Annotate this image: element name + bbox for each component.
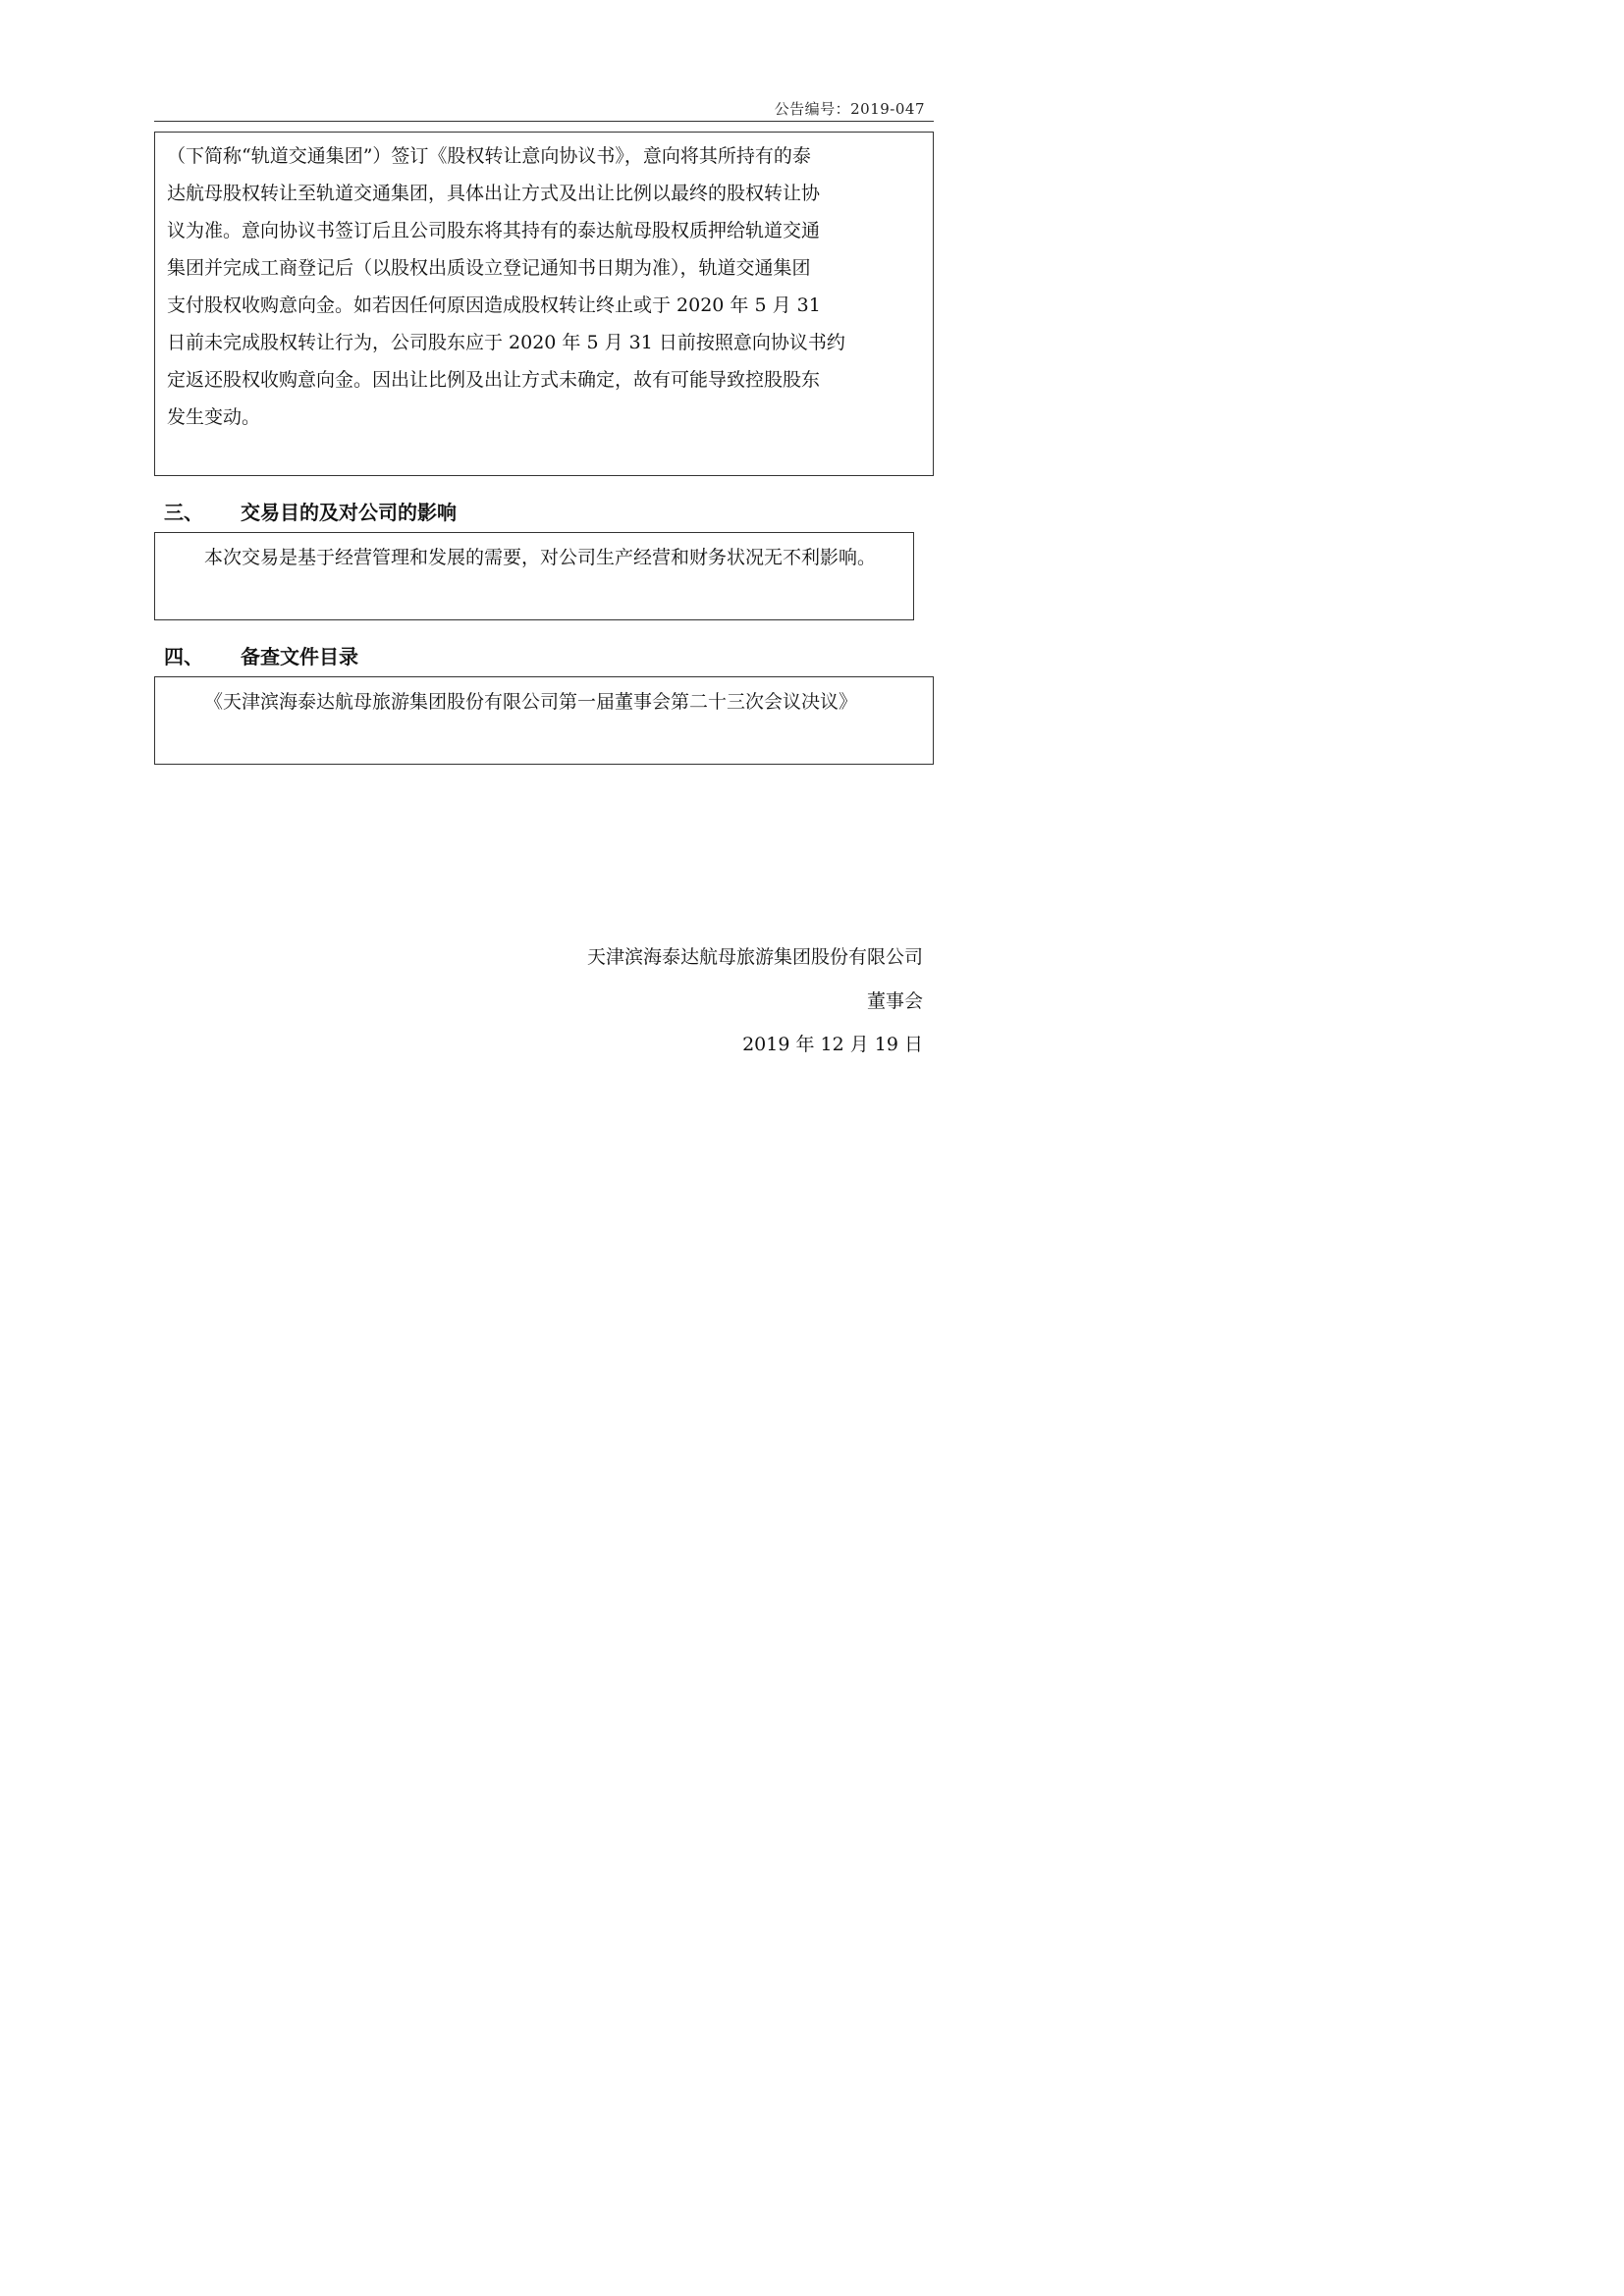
section-title: 交易目的及对公司的影响 bbox=[241, 501, 457, 524]
signature-board: 董事会 bbox=[866, 990, 923, 1012]
section-3-body: 本次交易是基于经营管理和发展的需要，对公司生产经营和财务状况无不利影响。 bbox=[204, 547, 877, 568]
section-3-box bbox=[154, 532, 914, 620]
section-number: 三、 bbox=[164, 501, 203, 524]
signature-company: 天津滨海泰达航母旅游集团股份有限公司 bbox=[586, 946, 923, 968]
header-rule bbox=[154, 121, 934, 122]
paragraph-line: 发生变动。 bbox=[167, 406, 261, 428]
paragraph-line: 日前未完成股权转让行为，公司股东应于 2020 年 5 月 31 日前按照意向协议书约 bbox=[167, 332, 845, 353]
paragraph-line: （下简称“轨道交通集团”）签订《股权转让意向协议书》，意向将其所持有的泰 bbox=[167, 145, 811, 167]
paragraph-line: 议为准。意向协议书签订后且公司股东将其持有的泰达航母股权质押给轨道交通 bbox=[167, 220, 821, 241]
paragraph-line: 定返还股权收购意向金。因出让比例及出让方式未确定，故有可能导致控股股东 bbox=[167, 369, 821, 391]
continued-text-box bbox=[154, 132, 934, 476]
announcement-number: 公告编号：2019-047 bbox=[774, 100, 925, 118]
section-number: 四、 bbox=[164, 645, 203, 668]
section-4-box bbox=[154, 676, 934, 765]
section-title: 备查文件目录 bbox=[241, 645, 358, 668]
paragraph-line: 达航母股权转让至轨道交通集团，具体出让方式及出让比例以最终的股权转让协 bbox=[167, 183, 821, 204]
paragraph-line: 集团并完成工商登记后（以股权出质设立登记通知书日期为准），轨道交通集团 bbox=[167, 257, 811, 279]
paragraph-line: 支付股权收购意向金。如若因任何原因造成股权转让终止或于 2020 年 5 月 31 bbox=[167, 294, 821, 316]
section-4-body: 《天津滨海泰达航母旅游集团股份有限公司第一届董事会第二十三次会议决议》 bbox=[204, 691, 858, 713]
signature-date: 2019 年 12 月 19 日 bbox=[742, 1034, 923, 1055]
section-heading-4 bbox=[164, 641, 358, 669]
section-heading-3 bbox=[164, 497, 457, 525]
